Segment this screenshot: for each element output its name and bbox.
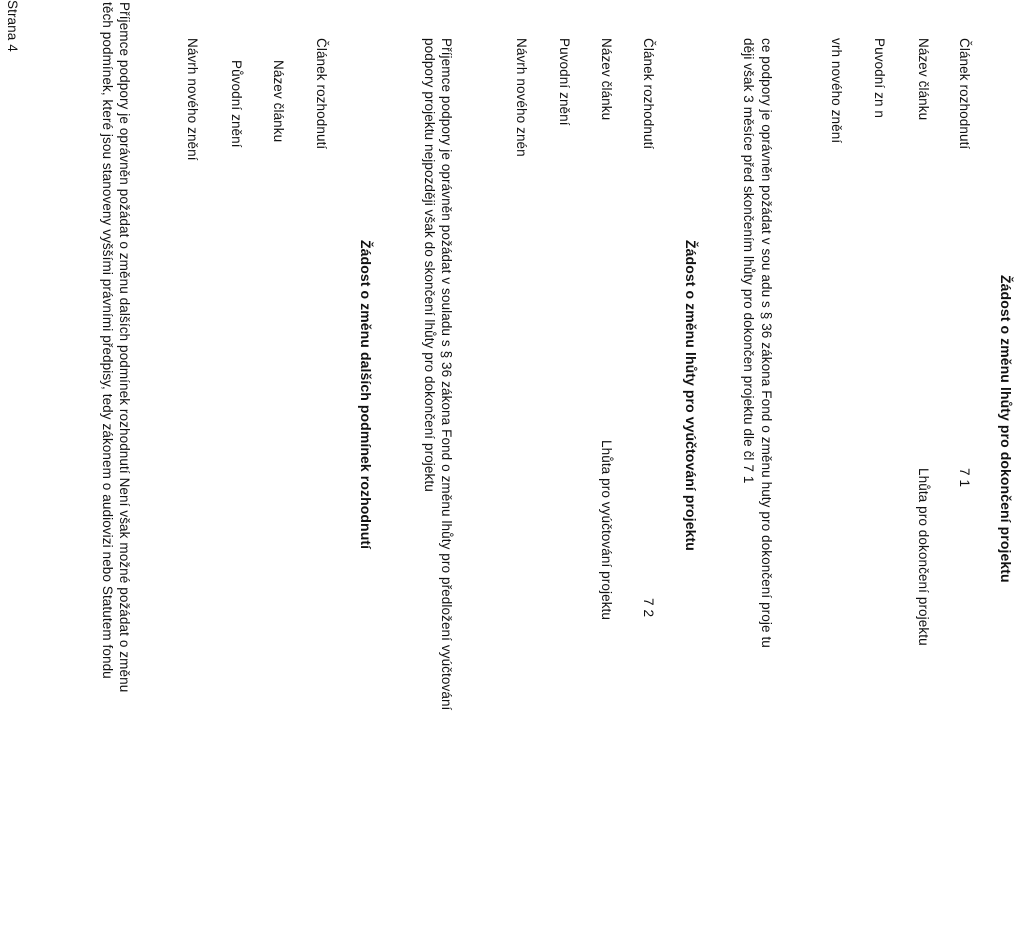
section1-row-value: 7 1 <box>957 468 972 488</box>
section3-row-label: Původní znění <box>229 60 244 148</box>
section2-row-label: Návrh nového znén <box>514 38 529 157</box>
section2-row-label: Puvodní znění <box>557 38 572 126</box>
section2-heading: Žádost o změnu lhůty pro vyúčtování projektu <box>683 240 699 551</box>
page-number: Strana 4 <box>5 0 20 52</box>
section1-row-label: Článek rozhodnutí <box>957 38 972 150</box>
section3-row-label: Návrh nového znění <box>185 38 200 161</box>
section3-paragraph-line: těch podmínek, které jsou stanoveny vyššími právními předpisy, tedy zákonem o audiovizi nebo Statutem fondu <box>100 2 115 679</box>
section3-heading: Žádost o změnu dalších podmínek rozhodnutí <box>358 240 374 550</box>
section2-row-value: 7 2 <box>641 598 656 618</box>
section1-row-label: Puvodní zn n <box>872 38 887 119</box>
section1-row-value: Lhůta pro dokončení projektu <box>916 468 931 646</box>
section3-row-label: Název článku <box>271 60 286 143</box>
section2-paragraph-line: Příjemce podpory je oprávněn požádat v souladu s § 36 zákona Fond o změnu lhůty pro předložení vyúčtování <box>439 38 454 711</box>
section1-heading: Žádost o změnu lhůty pro dokončení projektu <box>998 275 1014 583</box>
section1-row-label: vrh nového znění <box>829 38 844 144</box>
section1-paragraph-line: ději však 3 měsíce před skončením lhůty pro dokončen projektu dle čl 7 1 <box>741 38 756 484</box>
section2-row-label: Název článku <box>599 38 614 121</box>
section2-paragraph-line: podpory projektu nejpozději však do skončení lhůty pro dokončení projektu <box>422 38 437 492</box>
section2-row-label: Článek rozhodnutí <box>641 38 656 150</box>
section1-row-label: Název článku <box>916 38 931 121</box>
section2-row-value: Lhůta pro vyúčtování projektu <box>599 440 614 621</box>
section1-paragraph-line: ce podpory je oprávněn požádat v sou adu s § 36 zákona Fond o změnu huty pro dokončení proje tu <box>759 38 774 648</box>
section3-paragraph-line: Příjemce podpory je oprávněn požádat o změnu dalších podmínek rozhodnutí Není však možné požádat o změnu <box>117 2 132 693</box>
section3-row-label: Článek rozhodnutí <box>314 38 329 150</box>
